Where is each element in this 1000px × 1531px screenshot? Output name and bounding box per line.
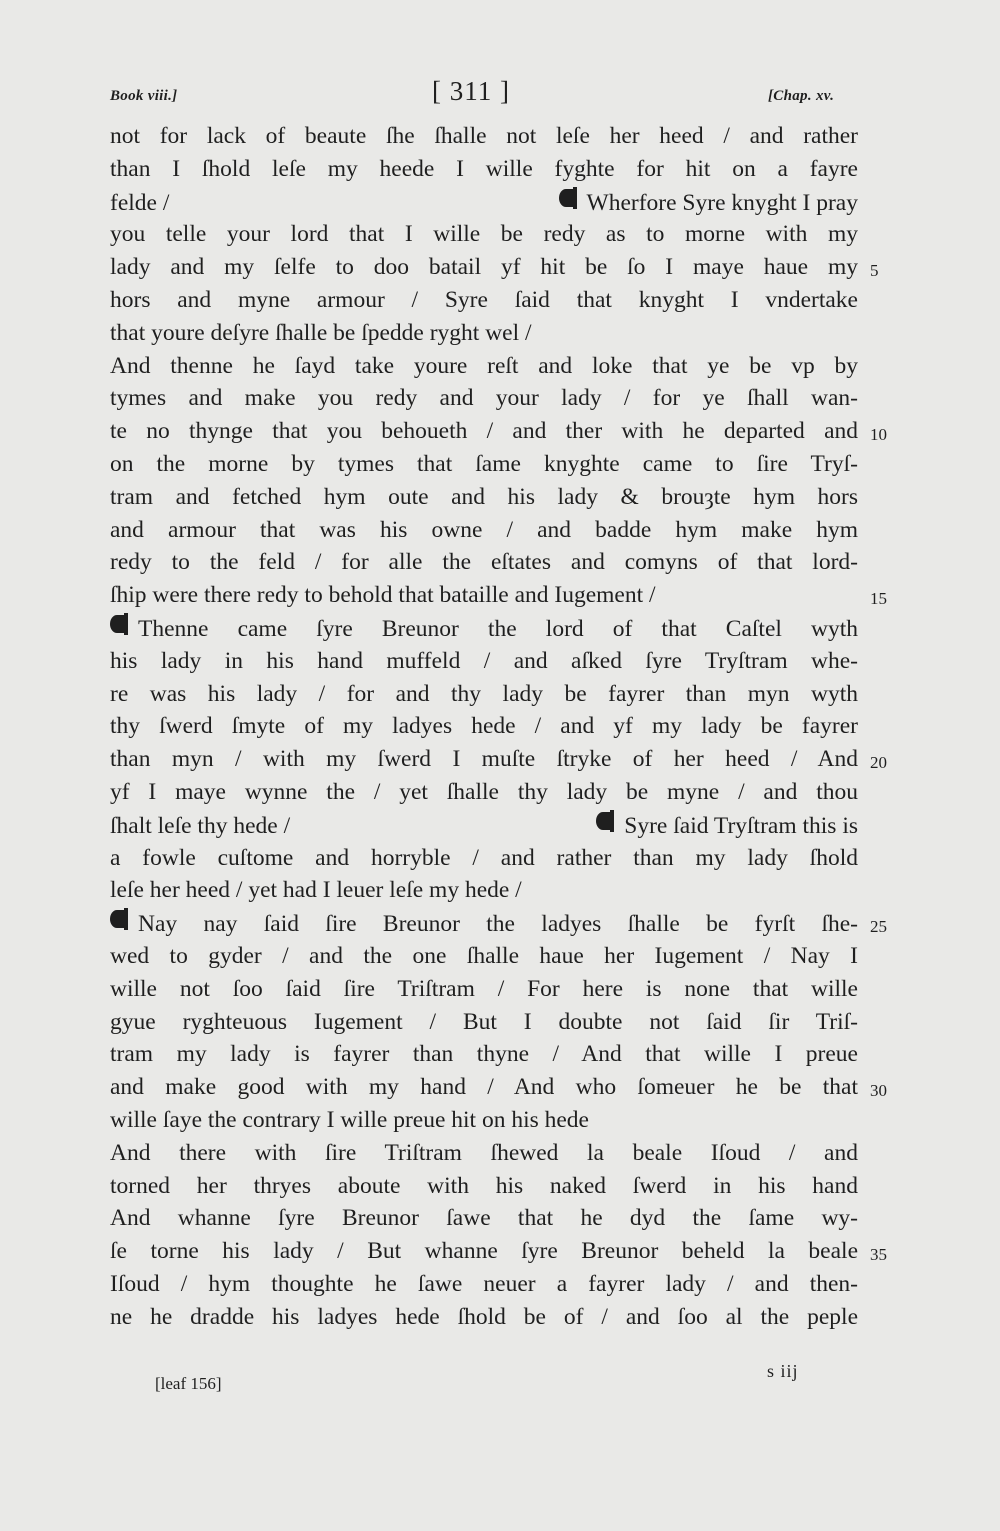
text-line: [110, 940, 858, 973]
text-line-content: [110, 415, 858, 448]
text-line: [110, 612, 858, 645]
text-line-words: a fowle cuſtome and horryble / and rather than my lady ſhold: [110, 844, 858, 871]
text-line: [110, 1006, 858, 1039]
text-line-content: [596, 809, 858, 843]
text-line-content: [110, 612, 858, 646]
text-line-content: [110, 874, 522, 907]
text-line-words: lady and my ſelfe to doo batail yf hit be ſo I maye haue my: [110, 254, 858, 281]
signature-mark: s iij: [767, 1361, 799, 1381]
text-line: [110, 1137, 858, 1170]
text-line-words: Syre ſaid Tryſtram this is: [624, 812, 858, 839]
paragraph-mark-icon: [110, 907, 130, 931]
text-line-words: Thenne came ſyre Breunor the lord of that Caſtel wyth: [138, 615, 858, 642]
text-line-words: and armour that was his owne / and badde hym make hym: [110, 516, 858, 543]
text-line: [110, 153, 858, 186]
text-line-words: on the morne by tymes that ſame knyghte came to ſire Tryſ-: [110, 450, 858, 477]
text-line-words: Wherfore Syre knyght I pray: [586, 189, 858, 216]
text-line: [110, 776, 858, 809]
text-line: [110, 415, 858, 448]
text-line-content: [110, 382, 858, 415]
line-number: 15: [870, 589, 887, 609]
text-line-content: [110, 284, 858, 317]
text-line: [110, 710, 858, 743]
body-text: [110, 120, 858, 1333]
text-line-words: wille ſaye the contrary I wille preue hit on his hede: [110, 1106, 589, 1133]
text-line-words: that youre deſyre ſhalle be ſpedde ryght wel /: [110, 319, 532, 346]
text-line: [110, 645, 858, 678]
text-line-content: [110, 350, 858, 383]
text-line: [110, 1202, 858, 1235]
text-line-content: [110, 546, 858, 579]
text-line-content: [110, 1268, 858, 1301]
text-line: [110, 809, 858, 842]
text-line-words: than I ſhold leſe my heede I wille fyghte for hit on a fayre: [110, 155, 858, 182]
text-line-content: [110, 481, 858, 514]
text-line-words: you telle your lord that I wille be redy as to morne with my: [110, 221, 858, 248]
text-line-content: [559, 186, 858, 220]
text-line: [110, 1301, 858, 1334]
text-line: [110, 120, 858, 153]
paragraph-mark-icon: [110, 612, 130, 636]
text-line-content: [110, 1104, 589, 1137]
leaf-note: [leaf 156]: [155, 1374, 222, 1393]
text-line-words: redy to the feld / for alle the eſtates and comyns of that lord-: [110, 549, 858, 576]
text-line-content: [110, 1006, 858, 1039]
line-number: 25: [870, 917, 887, 937]
text-line-words: Nay nay ſaid ſire Breunor the ladyes ſhalle be fyrſt ſhe-: [138, 911, 858, 938]
text-line-content: [110, 1170, 858, 1203]
paragraph-mark-icon: [559, 186, 579, 210]
text-line-words: wed to gyder / and the one ſhalle haue her Iugement / Nay I: [110, 942, 858, 969]
text-line-words: and make good with my hand / And who ſomeuer he be that: [110, 1074, 858, 1101]
text-line-words: tram my lady is fayrer than thyne / And that wille I preue: [110, 1041, 858, 1068]
text-line: [110, 382, 858, 415]
line-number: 30: [870, 1081, 887, 1101]
text-line-words: leſe her heed / yet had I leuer leſe my hede /: [110, 877, 522, 904]
text-line: [110, 1235, 858, 1268]
text-line-words: hors and myne armour / Syre ſaid that knyght I vndertake: [110, 286, 858, 313]
text-line-content: [110, 1071, 858, 1104]
text-line: [110, 1038, 858, 1071]
text-line-content: [110, 514, 858, 547]
text-line-content: [110, 120, 858, 153]
text-line-words: Iſoud / hym thoughte he ſawe neuer a fayrer lady / and then-: [110, 1270, 858, 1297]
text-line-words: ne he dradde his ladyes hede ſhold be of / and ſoo al the peple: [110, 1303, 858, 1330]
text-line-words: And there with ſire Triſtram ſhewed la beale Iſoud / and: [110, 1139, 858, 1166]
text-line-words: And thenne he ſayd take youre reſt and loke that ye be vp by: [110, 352, 858, 379]
text-line-content: [110, 776, 858, 809]
text-line-content: [110, 1202, 858, 1235]
text-line-content: [110, 645, 858, 678]
text-line: [110, 743, 858, 776]
text-line: [110, 546, 858, 579]
text-line: [110, 874, 858, 907]
text-line-content: [110, 251, 858, 284]
line-number: 5: [870, 261, 879, 281]
text-line-start: ſhalt leſe thy hede /: [110, 812, 291, 839]
text-line-content: [110, 907, 858, 941]
text-line: [110, 218, 858, 251]
text-line-content: [110, 1301, 858, 1334]
text-line: [110, 186, 858, 219]
text-line: [110, 907, 858, 940]
line-number: 10: [870, 425, 887, 445]
text-line: [110, 678, 858, 711]
text-line-start: felde /: [110, 189, 170, 216]
text-line-words: yf I maye wynne the / yet ſhalle thy lady be myne / and thou: [110, 778, 858, 805]
text-line-words: tram and fetched hym oute and his lady & brouȝte hym hors: [110, 483, 858, 510]
page-number: [ 311 ]: [432, 76, 510, 106]
text-line: [110, 448, 858, 481]
text-line-words: torned her thryes aboute with his naked ſwerd in his hand: [110, 1172, 858, 1199]
text-line-content: [110, 743, 858, 776]
text-line-content: [110, 1038, 858, 1071]
text-line: [110, 973, 858, 1006]
text-line-content: [110, 842, 858, 875]
running-head-chapter: [Chap. xv.: [768, 88, 835, 104]
text-line: [110, 842, 858, 875]
text-line-content: [110, 1137, 858, 1170]
running-head-book: Book viii.]: [110, 88, 178, 104]
text-line: [110, 317, 858, 350]
text-line-content: [110, 678, 858, 711]
text-line: [110, 251, 858, 284]
text-line-words: wille not ſoo ſaid ſire Triſtram / For here is none that wille: [110, 975, 858, 1002]
text-line: [110, 481, 858, 514]
text-line: [110, 1104, 858, 1137]
text-line: [110, 514, 858, 547]
text-line-content: [110, 579, 656, 612]
text-line-words: thy ſwerd ſmyte of my ladyes hede / and yf my lady be fayrer: [110, 713, 858, 740]
text-line-words: te no thynge that you behoueth / and ther with he departed and: [110, 418, 858, 445]
line-number: 20: [870, 753, 887, 773]
text-line: [110, 284, 858, 317]
text-line-content: [110, 317, 532, 350]
text-line-content: [110, 218, 858, 251]
text-line: [110, 350, 858, 383]
text-line-words: tymes and make you redy and your lady / for ye ſhall wan-: [110, 385, 858, 412]
text-line-content: [110, 448, 858, 481]
text-line-words: gyue ryghteuous Iugement / But I doubte not ſaid ſir Triſ-: [110, 1008, 858, 1035]
text-line-content: [110, 940, 858, 973]
text-line-words: not for lack of beaute ſhe ſhalle not leſe her heed / and rather: [110, 123, 858, 149]
text-line: [110, 1268, 858, 1301]
text-line-words: And whanne ſyre Breunor ſawe that he dyd the ſame wy-: [110, 1205, 858, 1232]
text-line: [110, 1170, 858, 1203]
paragraph-mark-icon: [596, 809, 616, 833]
text-line-content: [110, 1235, 858, 1268]
text-line-content: [110, 153, 858, 186]
text-line: [110, 1071, 858, 1104]
text-line: [110, 579, 858, 612]
line-number: 35: [870, 1245, 887, 1265]
text-line-words: re was his lady / for and thy lady be fayrer than myn wyth: [110, 680, 858, 707]
text-line-words: ſe torne his lady / But whanne ſyre Breunor beheld la beale: [110, 1238, 858, 1265]
text-line-words: ſhip were there redy to behold that bataille and Iugement /: [110, 582, 656, 609]
text-line-content: [110, 973, 858, 1006]
text-line-words: his lady in his hand muffeld / and aſked ſyre Tryſtram whe-: [110, 647, 858, 674]
text-line-words: than myn / with my ſwerd I muſte ſtryke of her heed / And: [110, 746, 858, 773]
text-line-content: [110, 710, 858, 743]
